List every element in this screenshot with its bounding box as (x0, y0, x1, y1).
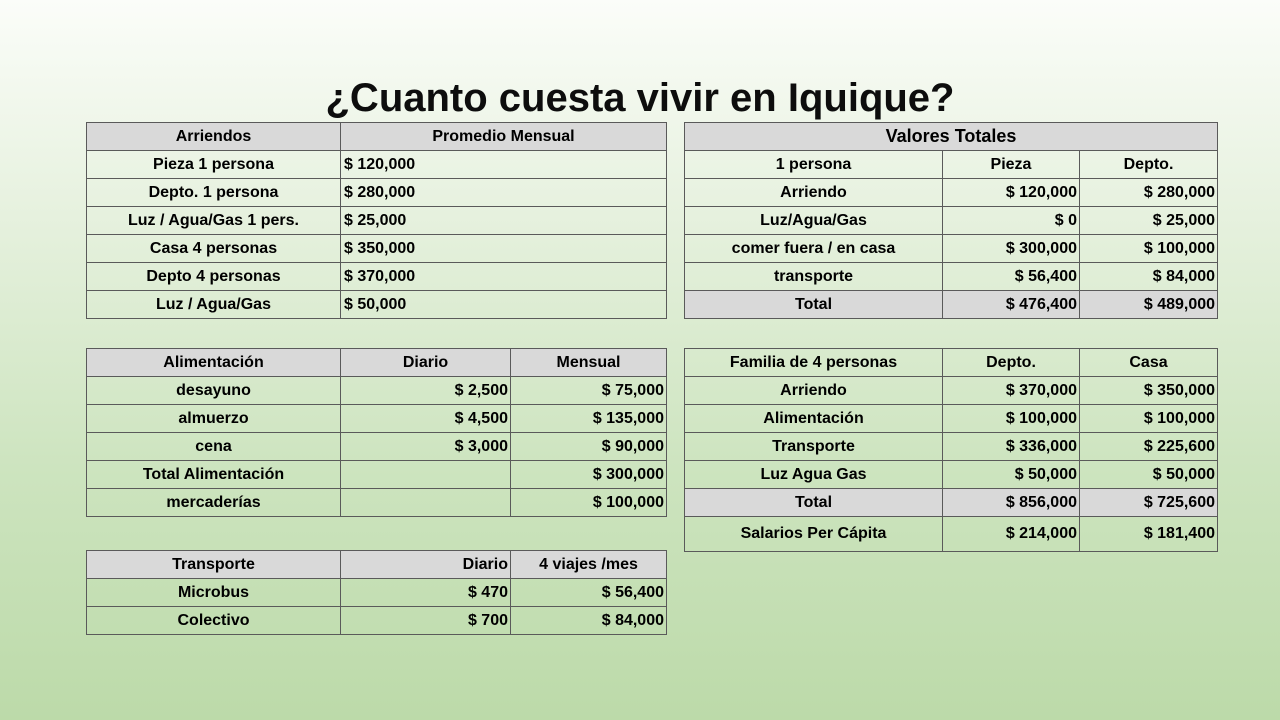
row-value: $ 25,000 (341, 207, 667, 235)
table-row (87, 263, 667, 291)
row-label: Luz Agua Gas (685, 461, 943, 489)
total-label: Total (685, 489, 943, 517)
row-value: $ 100,000 (1080, 235, 1218, 263)
row-value (341, 461, 511, 489)
row-value: $ 350,000 (1080, 377, 1218, 405)
row-label: Luz / Agua/Gas (87, 291, 341, 319)
salarios-value: $ 181,400 (1080, 517, 1218, 552)
row-value: $ 50,000 (341, 291, 667, 319)
table-header-row (685, 349, 1218, 377)
table-row (87, 579, 667, 607)
header-cell: Promedio Mensual (341, 123, 667, 151)
row-label: Casa 4 personas (87, 235, 341, 263)
table-row (685, 461, 1218, 489)
table-row (87, 291, 667, 319)
table-row (87, 179, 667, 207)
row-value: $ 75,000 (511, 377, 667, 405)
table-row (87, 461, 667, 489)
table-row (685, 433, 1218, 461)
total-value: $ 856,000 (943, 489, 1080, 517)
row-label: Alimentación (685, 405, 943, 433)
row-label: cena (87, 433, 341, 461)
row-value: $ 90,000 (511, 433, 667, 461)
arriendos-table (86, 122, 667, 319)
header-cell: Alimentación (87, 349, 341, 377)
row-value: $ 56,400 (511, 579, 667, 607)
page-title: ¿Cuanto cuesta vivir en Iquique? (325, 76, 955, 120)
table-row (87, 151, 667, 179)
table-row (87, 405, 667, 433)
row-label: Pieza 1 persona (87, 151, 341, 179)
row-value: $ 3,000 (341, 433, 511, 461)
row-value: $ 4,500 (341, 405, 511, 433)
row-label: Total Alimentación (87, 461, 341, 489)
table-row (87, 235, 667, 263)
total-value: $ 476,400 (943, 291, 1080, 319)
header-cell: Depto. (943, 349, 1080, 377)
row-label: Luz/Agua/Gas (685, 207, 943, 235)
header-cell: Pieza (943, 151, 1080, 179)
header-cell: Casa (1080, 349, 1218, 377)
table-row (685, 235, 1218, 263)
row-label: Transporte (685, 433, 943, 461)
row-value: $ 50,000 (1080, 461, 1218, 489)
row-label: almuerzo (87, 405, 341, 433)
row-value: $ 56,400 (943, 263, 1080, 291)
row-value: $ 2,500 (341, 377, 511, 405)
table-header-row (87, 551, 667, 579)
row-value: $ 100,000 (511, 489, 667, 517)
table-caption-row (685, 123, 1218, 151)
table-row (685, 377, 1218, 405)
total-row (685, 489, 1218, 517)
table-row (87, 377, 667, 405)
salarios-row (685, 517, 1218, 552)
row-label: desayuno (87, 377, 341, 405)
header-cell: Transporte (87, 551, 341, 579)
table-header-row (87, 349, 667, 377)
table-caption: Valores Totales (685, 123, 1218, 151)
row-label: Microbus (87, 579, 341, 607)
table-header-row (87, 123, 667, 151)
row-value: $ 135,000 (511, 405, 667, 433)
header-cell: Mensual (511, 349, 667, 377)
row-value: $ 100,000 (1080, 405, 1218, 433)
row-value: $ 100,000 (943, 405, 1080, 433)
table-row (87, 433, 667, 461)
total-label: Total (685, 291, 943, 319)
header-cell: Diario (341, 551, 511, 579)
salarios-label: Salarios Per Cápita (685, 517, 943, 552)
row-label: Arriendo (685, 377, 943, 405)
row-value: $ 300,000 (511, 461, 667, 489)
total-row (685, 291, 1218, 319)
header-cell: Depto. (1080, 151, 1218, 179)
row-value: $ 120,000 (943, 179, 1080, 207)
row-value: $ 280,000 (1080, 179, 1218, 207)
alimentacion-table (86, 348, 667, 517)
row-value: $ 120,000 (341, 151, 667, 179)
header-cell: Arriendos (87, 123, 341, 151)
familia-table (684, 348, 1218, 552)
table-header-row (685, 151, 1218, 179)
header-cell: Familia de 4 personas (685, 349, 943, 377)
row-label: Colectivo (87, 607, 341, 635)
row-value: $ 370,000 (341, 263, 667, 291)
row-value: $ 25,000 (1080, 207, 1218, 235)
valores-totales-table (684, 122, 1218, 319)
table-row (87, 489, 667, 517)
transporte-table (86, 550, 667, 635)
row-value: $ 350,000 (341, 235, 667, 263)
row-label: Depto. 1 persona (87, 179, 341, 207)
row-value: $ 370,000 (943, 377, 1080, 405)
row-label: Depto 4 personas (87, 263, 341, 291)
row-label: mercaderías (87, 489, 341, 517)
row-label: Arriendo (685, 179, 943, 207)
row-value: $ 84,000 (1080, 263, 1218, 291)
row-value: $ 300,000 (943, 235, 1080, 263)
row-label: Luz / Agua/Gas 1 pers. (87, 207, 341, 235)
row-value: $ 225,600 (1080, 433, 1218, 461)
table-row (685, 207, 1218, 235)
row-value: $ 50,000 (943, 461, 1080, 489)
total-value: $ 489,000 (1080, 291, 1218, 319)
salarios-value: $ 214,000 (943, 517, 1080, 552)
row-value (341, 489, 511, 517)
row-label: transporte (685, 263, 943, 291)
row-value: $ 84,000 (511, 607, 667, 635)
row-value: $ 700 (341, 607, 511, 635)
table-row (87, 207, 667, 235)
total-value: $ 725,600 (1080, 489, 1218, 517)
row-value: $ 0 (943, 207, 1080, 235)
row-value: $ 470 (341, 579, 511, 607)
row-value: $ 336,000 (943, 433, 1080, 461)
row-value: $ 280,000 (341, 179, 667, 207)
header-cell: 4 viajes /mes (511, 551, 667, 579)
row-label: comer fuera / en casa (685, 235, 943, 263)
table-row (685, 263, 1218, 291)
header-cell: 1 persona (685, 151, 943, 179)
table-row (685, 179, 1218, 207)
table-row (87, 607, 667, 635)
header-cell: Diario (341, 349, 511, 377)
table-row (685, 405, 1218, 433)
